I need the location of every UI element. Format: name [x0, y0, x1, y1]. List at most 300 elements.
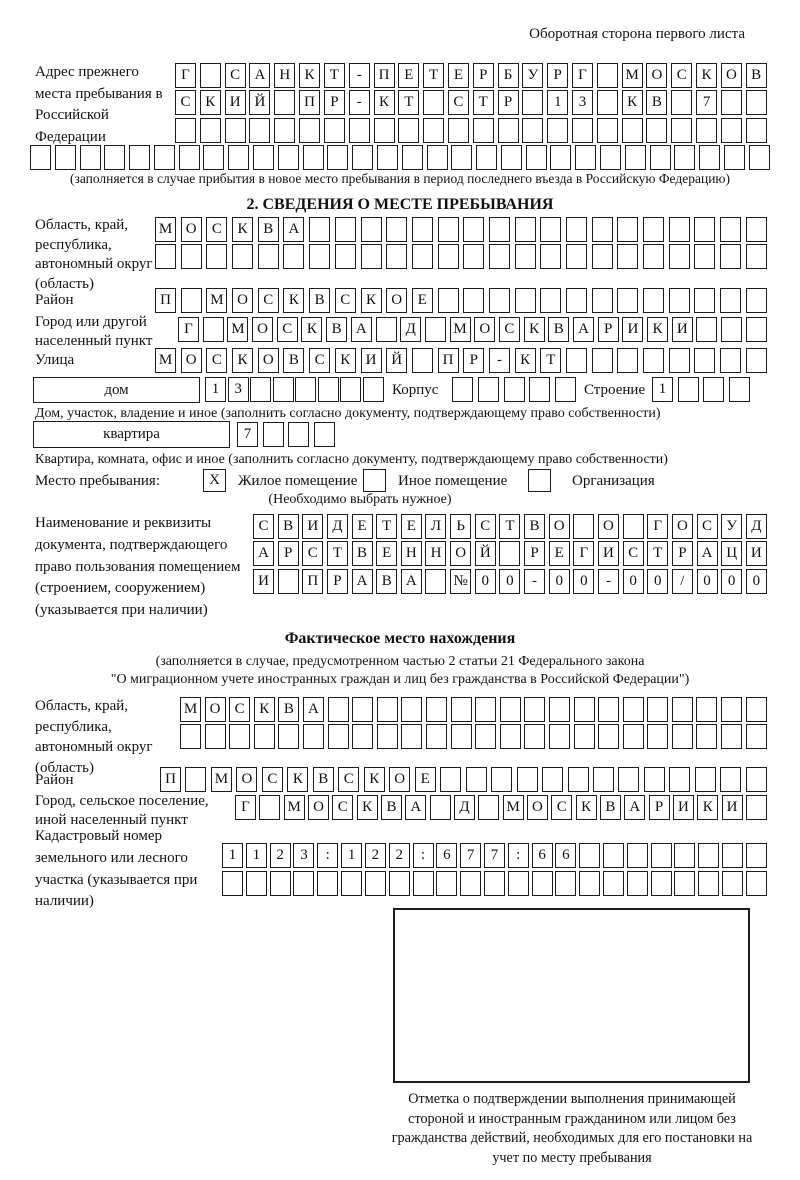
char-box[interactable] — [515, 288, 536, 313]
char-box[interactable] — [696, 697, 717, 722]
char-box[interactable] — [460, 871, 481, 896]
char-box[interactable] — [669, 217, 690, 242]
char-box[interactable]: В — [313, 767, 334, 792]
char-box[interactable]: А — [405, 795, 426, 820]
char-box[interactable] — [181, 288, 202, 313]
char-box[interactable]: 2 — [365, 843, 386, 868]
char-box[interactable] — [579, 871, 600, 896]
char-box[interactable] — [746, 244, 767, 269]
char-box[interactable]: Д — [327, 514, 348, 539]
char-box[interactable] — [555, 377, 576, 402]
char-box[interactable] — [720, 288, 741, 313]
char-box[interactable] — [398, 118, 419, 143]
char-box[interactable]: 1 — [547, 90, 568, 115]
char-box[interactable]: : — [317, 843, 338, 868]
char-box[interactable] — [574, 697, 595, 722]
char-box[interactable] — [749, 145, 770, 170]
char-box[interactable] — [295, 377, 316, 402]
char-box[interactable]: 7 — [484, 843, 505, 868]
char-box[interactable] — [250, 377, 271, 402]
char-box[interactable]: : — [413, 843, 434, 868]
char-box[interactable]: О — [672, 514, 693, 539]
char-box[interactable]: И — [722, 795, 743, 820]
char-box[interactable]: А — [253, 541, 274, 566]
char-box[interactable]: О — [252, 317, 273, 342]
char-box[interactable] — [430, 795, 451, 820]
char-box[interactable]: 3 — [228, 377, 249, 402]
char-box[interactable]: К — [299, 63, 320, 88]
char-box[interactable] — [746, 348, 767, 373]
char-box[interactable] — [181, 244, 202, 269]
char-box[interactable] — [412, 217, 433, 242]
char-box[interactable]: К — [335, 348, 356, 373]
char-box[interactable]: К — [357, 795, 378, 820]
char-box[interactable] — [746, 317, 767, 342]
char-box[interactable] — [699, 145, 720, 170]
char-box[interactable] — [489, 288, 510, 313]
char-box[interactable]: К — [232, 348, 253, 373]
char-box[interactable]: М — [211, 767, 232, 792]
char-box[interactable] — [426, 724, 447, 749]
char-box[interactable]: И — [746, 541, 767, 566]
char-box[interactable] — [498, 118, 519, 143]
char-box[interactable] — [229, 724, 250, 749]
char-box[interactable] — [643, 288, 664, 313]
char-box[interactable]: Р — [547, 63, 568, 88]
char-box[interactable] — [522, 90, 543, 115]
char-box[interactable] — [746, 217, 767, 242]
char-box[interactable]: Р — [649, 795, 670, 820]
char-box[interactable] — [540, 244, 561, 269]
char-box[interactable] — [274, 90, 295, 115]
char-box[interactable]: Е — [401, 514, 422, 539]
char-box[interactable]: С — [309, 348, 330, 373]
char-box[interactable] — [478, 795, 499, 820]
char-box[interactable]: 7 — [696, 90, 717, 115]
char-box[interactable] — [566, 288, 587, 313]
char-box[interactable] — [299, 118, 320, 143]
char-box[interactable]: В — [600, 795, 621, 820]
char-box[interactable]: 7 — [237, 422, 258, 447]
char-box[interactable] — [600, 145, 621, 170]
char-box[interactable]: Н — [425, 541, 446, 566]
char-box[interactable] — [361, 244, 382, 269]
char-box[interactable] — [363, 469, 386, 492]
char-box[interactable] — [592, 244, 613, 269]
char-box[interactable]: Н — [401, 541, 422, 566]
char-box[interactable] — [328, 724, 349, 749]
char-box[interactable]: И — [598, 541, 619, 566]
char-box[interactable] — [524, 724, 545, 749]
char-box[interactable] — [278, 145, 299, 170]
char-box[interactable]: О — [258, 348, 279, 373]
char-box[interactable]: И — [673, 795, 694, 820]
char-box[interactable] — [722, 843, 743, 868]
char-box[interactable] — [669, 348, 690, 373]
char-box[interactable] — [489, 217, 510, 242]
char-box[interactable]: В — [646, 90, 667, 115]
char-box[interactable]: М — [284, 795, 305, 820]
char-box[interactable] — [249, 118, 270, 143]
char-box[interactable] — [283, 244, 304, 269]
char-box[interactable] — [440, 767, 461, 792]
char-box[interactable] — [491, 767, 512, 792]
char-box[interactable]: С — [623, 541, 644, 566]
char-box[interactable] — [475, 724, 496, 749]
char-box[interactable]: А — [352, 569, 373, 594]
char-box[interactable]: Ь — [450, 514, 471, 539]
char-box[interactable] — [402, 145, 423, 170]
char-box[interactable]: У — [721, 514, 742, 539]
char-box[interactable] — [463, 244, 484, 269]
char-box[interactable]: Ц — [721, 541, 742, 566]
char-box[interactable]: № — [450, 569, 471, 594]
char-box[interactable]: Й — [475, 541, 496, 566]
char-box[interactable] — [694, 348, 715, 373]
char-box[interactable]: 1 — [205, 377, 226, 402]
char-box[interactable] — [647, 724, 668, 749]
char-box[interactable]: К — [361, 288, 382, 313]
char-box[interactable]: О — [527, 795, 548, 820]
char-box[interactable]: К — [515, 348, 536, 373]
char-box[interactable] — [623, 697, 644, 722]
char-box[interactable] — [327, 145, 348, 170]
char-box[interactable]: В — [548, 317, 569, 342]
char-box[interactable] — [451, 697, 472, 722]
char-box[interactable]: А — [351, 317, 372, 342]
char-box[interactable] — [549, 697, 570, 722]
char-box[interactable] — [349, 118, 370, 143]
char-box[interactable] — [515, 217, 536, 242]
char-box[interactable]: : — [508, 843, 529, 868]
char-box[interactable] — [566, 348, 587, 373]
char-box[interactable] — [288, 422, 309, 447]
char-box[interactable] — [203, 145, 224, 170]
char-box[interactable]: С — [551, 795, 572, 820]
char-box[interactable]: Л — [425, 514, 446, 539]
char-box[interactable] — [352, 145, 373, 170]
char-box[interactable]: К — [364, 767, 385, 792]
char-box[interactable]: В — [309, 288, 330, 313]
char-box[interactable]: Е — [415, 767, 436, 792]
char-box[interactable]: О — [389, 767, 410, 792]
char-box[interactable] — [293, 871, 314, 896]
char-box[interactable] — [703, 377, 724, 402]
char-box[interactable] — [729, 377, 750, 402]
char-box[interactable] — [438, 244, 459, 269]
char-box[interactable] — [672, 697, 693, 722]
char-box[interactable] — [617, 348, 638, 373]
char-box[interactable]: Т — [376, 514, 397, 539]
char-box[interactable]: В — [352, 541, 373, 566]
char-box[interactable] — [314, 422, 335, 447]
char-box[interactable]: К — [287, 767, 308, 792]
char-box[interactable] — [524, 697, 545, 722]
char-box[interactable] — [376, 317, 397, 342]
char-box[interactable] — [377, 697, 398, 722]
char-box[interactable] — [476, 145, 497, 170]
char-box[interactable] — [475, 697, 496, 722]
char-box[interactable] — [232, 244, 253, 269]
char-box[interactable] — [695, 767, 716, 792]
char-box[interactable] — [515, 244, 536, 269]
char-box[interactable]: 0 — [721, 569, 742, 594]
char-box[interactable]: И — [672, 317, 693, 342]
char-box[interactable]: О — [646, 63, 667, 88]
char-box[interactable]: И — [253, 569, 274, 594]
char-box[interactable] — [542, 767, 563, 792]
char-box[interactable]: И — [361, 348, 382, 373]
char-box[interactable] — [412, 244, 433, 269]
char-box[interactable] — [179, 145, 200, 170]
char-box[interactable]: С — [335, 288, 356, 313]
char-box[interactable]: В — [258, 217, 279, 242]
char-box[interactable] — [528, 469, 551, 492]
char-box[interactable]: А — [249, 63, 270, 88]
char-box[interactable] — [386, 217, 407, 242]
char-box[interactable]: 0 — [549, 569, 570, 594]
char-box[interactable] — [317, 871, 338, 896]
char-box[interactable]: П — [302, 569, 323, 594]
char-box[interactable] — [597, 63, 618, 88]
char-box[interactable]: С — [253, 514, 274, 539]
char-box[interactable]: Б — [498, 63, 519, 88]
char-box[interactable] — [401, 724, 422, 749]
char-box[interactable] — [203, 317, 224, 342]
char-box[interactable] — [508, 871, 529, 896]
char-box[interactable]: Г — [572, 63, 593, 88]
char-box[interactable] — [623, 724, 644, 749]
char-box[interactable] — [547, 118, 568, 143]
char-box[interactable]: В — [326, 317, 347, 342]
char-box[interactable] — [401, 697, 422, 722]
char-box[interactable]: С — [697, 514, 718, 539]
char-box[interactable]: А — [573, 317, 594, 342]
char-box[interactable] — [674, 871, 695, 896]
char-box[interactable]: С — [448, 90, 469, 115]
char-box[interactable] — [721, 697, 742, 722]
char-box[interactable] — [30, 145, 51, 170]
char-box[interactable] — [671, 90, 692, 115]
char-box[interactable] — [674, 843, 695, 868]
char-box[interactable] — [672, 724, 693, 749]
char-box[interactable]: В — [376, 569, 397, 594]
char-box[interactable] — [746, 90, 767, 115]
char-box[interactable]: 2 — [270, 843, 291, 868]
char-box[interactable] — [647, 697, 668, 722]
char-box[interactable] — [696, 118, 717, 143]
char-box[interactable] — [746, 843, 767, 868]
char-box[interactable] — [598, 724, 619, 749]
char-box[interactable]: С — [332, 795, 353, 820]
char-box[interactable]: 2 — [389, 843, 410, 868]
char-box[interactable] — [522, 118, 543, 143]
char-box[interactable]: А — [401, 569, 422, 594]
char-box[interactable]: С — [475, 514, 496, 539]
char-box[interactable] — [651, 843, 672, 868]
char-box[interactable]: 7 — [460, 843, 481, 868]
char-box[interactable]: С — [206, 217, 227, 242]
char-box[interactable] — [463, 288, 484, 313]
char-box[interactable]: К — [200, 90, 221, 115]
char-box[interactable]: С — [206, 348, 227, 373]
char-box[interactable] — [155, 244, 176, 269]
char-box[interactable] — [555, 871, 576, 896]
char-box[interactable]: М — [450, 317, 471, 342]
char-box[interactable] — [746, 724, 767, 749]
char-box[interactable]: 6 — [436, 843, 457, 868]
char-box[interactable] — [335, 244, 356, 269]
char-box[interactable] — [263, 422, 284, 447]
char-box[interactable] — [618, 767, 639, 792]
char-box[interactable]: В — [746, 63, 767, 88]
char-box[interactable] — [720, 767, 741, 792]
char-box[interactable]: М — [155, 217, 176, 242]
char-box[interactable]: С — [175, 90, 196, 115]
char-box[interactable]: М — [206, 288, 227, 313]
char-box[interactable] — [721, 724, 742, 749]
char-box[interactable]: Й — [386, 348, 407, 373]
char-box[interactable] — [575, 145, 596, 170]
char-box[interactable] — [225, 118, 246, 143]
char-box[interactable] — [303, 724, 324, 749]
char-box[interactable]: С — [277, 317, 298, 342]
char-box[interactable]: Т — [423, 63, 444, 88]
char-box[interactable] — [517, 767, 538, 792]
char-box[interactable]: 1 — [652, 377, 673, 402]
char-box[interactable]: В — [381, 795, 402, 820]
char-box[interactable]: Й — [249, 90, 270, 115]
char-box[interactable]: Т — [473, 90, 494, 115]
char-box[interactable]: / — [672, 569, 693, 594]
char-box[interactable] — [721, 317, 742, 342]
char-box[interactable]: А — [624, 795, 645, 820]
char-box[interactable] — [746, 871, 767, 896]
char-box[interactable] — [499, 541, 520, 566]
char-box[interactable] — [643, 244, 664, 269]
char-box[interactable]: И — [225, 90, 246, 115]
char-box[interactable] — [352, 724, 373, 749]
char-box[interactable] — [324, 118, 345, 143]
char-box[interactable] — [529, 377, 550, 402]
char-box[interactable]: П — [160, 767, 181, 792]
char-box[interactable]: М — [155, 348, 176, 373]
char-box[interactable] — [154, 145, 175, 170]
char-box[interactable] — [540, 217, 561, 242]
char-box[interactable] — [200, 118, 221, 143]
char-box[interactable] — [598, 697, 619, 722]
char-box[interactable]: П — [299, 90, 320, 115]
char-box[interactable]: Т — [327, 541, 348, 566]
char-box[interactable]: 3 — [572, 90, 593, 115]
char-box[interactable] — [206, 244, 227, 269]
char-box[interactable] — [341, 871, 362, 896]
char-box[interactable]: - — [524, 569, 545, 594]
char-box[interactable] — [573, 514, 594, 539]
char-box[interactable]: К — [647, 317, 668, 342]
char-box[interactable] — [438, 217, 459, 242]
char-box[interactable]: К — [232, 217, 253, 242]
char-box[interactable] — [270, 871, 291, 896]
char-box[interactable] — [669, 288, 690, 313]
char-box[interactable] — [694, 217, 715, 242]
char-box[interactable]: С — [499, 317, 520, 342]
char-box[interactable]: - — [598, 569, 619, 594]
char-box[interactable]: С — [671, 63, 692, 88]
char-box[interactable]: Г — [647, 514, 668, 539]
char-box[interactable] — [436, 871, 457, 896]
char-box[interactable] — [671, 118, 692, 143]
char-box[interactable]: 0 — [623, 569, 644, 594]
char-box[interactable] — [386, 244, 407, 269]
char-box[interactable]: Т — [540, 348, 561, 373]
char-box[interactable]: О — [308, 795, 329, 820]
char-box[interactable] — [425, 569, 446, 594]
char-box[interactable]: М — [503, 795, 524, 820]
char-box[interactable]: Г — [235, 795, 256, 820]
char-box[interactable] — [412, 348, 433, 373]
char-box[interactable] — [246, 871, 267, 896]
char-box[interactable] — [222, 871, 243, 896]
char-box[interactable]: О — [474, 317, 495, 342]
char-box[interactable]: Р — [327, 569, 348, 594]
char-box[interactable] — [466, 767, 487, 792]
char-box[interactable]: А — [303, 697, 324, 722]
char-box[interactable]: С — [229, 697, 250, 722]
char-box[interactable]: О — [236, 767, 257, 792]
char-box[interactable] — [500, 697, 521, 722]
char-box[interactable]: У — [522, 63, 543, 88]
char-box[interactable] — [597, 90, 618, 115]
char-box[interactable]: X — [203, 469, 226, 492]
char-box[interactable]: Р — [463, 348, 484, 373]
char-box[interactable]: Д — [746, 514, 767, 539]
char-box[interactable]: К — [696, 63, 717, 88]
char-box[interactable] — [597, 118, 618, 143]
char-box[interactable] — [622, 118, 643, 143]
char-box[interactable] — [720, 348, 741, 373]
char-box[interactable]: Е — [549, 541, 570, 566]
char-box[interactable] — [374, 118, 395, 143]
char-box[interactable]: К — [697, 795, 718, 820]
char-box[interactable]: П — [374, 63, 395, 88]
char-box[interactable] — [617, 244, 638, 269]
char-box[interactable] — [625, 145, 646, 170]
char-box[interactable] — [724, 145, 745, 170]
char-box[interactable] — [309, 217, 330, 242]
char-box[interactable]: С — [258, 288, 279, 313]
char-box[interactable] — [389, 871, 410, 896]
char-box[interactable] — [603, 843, 624, 868]
char-box[interactable] — [328, 697, 349, 722]
char-box[interactable] — [593, 767, 614, 792]
char-box[interactable] — [318, 377, 339, 402]
char-box[interactable] — [258, 244, 279, 269]
char-box[interactable]: 0 — [697, 569, 718, 594]
char-box[interactable] — [129, 145, 150, 170]
char-box[interactable] — [423, 90, 444, 115]
char-box[interactable]: Г — [175, 63, 196, 88]
char-box[interactable]: Т — [499, 514, 520, 539]
char-box[interactable] — [526, 145, 547, 170]
char-box[interactable] — [566, 244, 587, 269]
char-box[interactable] — [698, 843, 719, 868]
char-box[interactable] — [363, 377, 384, 402]
char-box[interactable] — [273, 377, 294, 402]
char-box[interactable]: П — [155, 288, 176, 313]
char-box[interactable] — [720, 217, 741, 242]
char-box[interactable]: С — [262, 767, 283, 792]
